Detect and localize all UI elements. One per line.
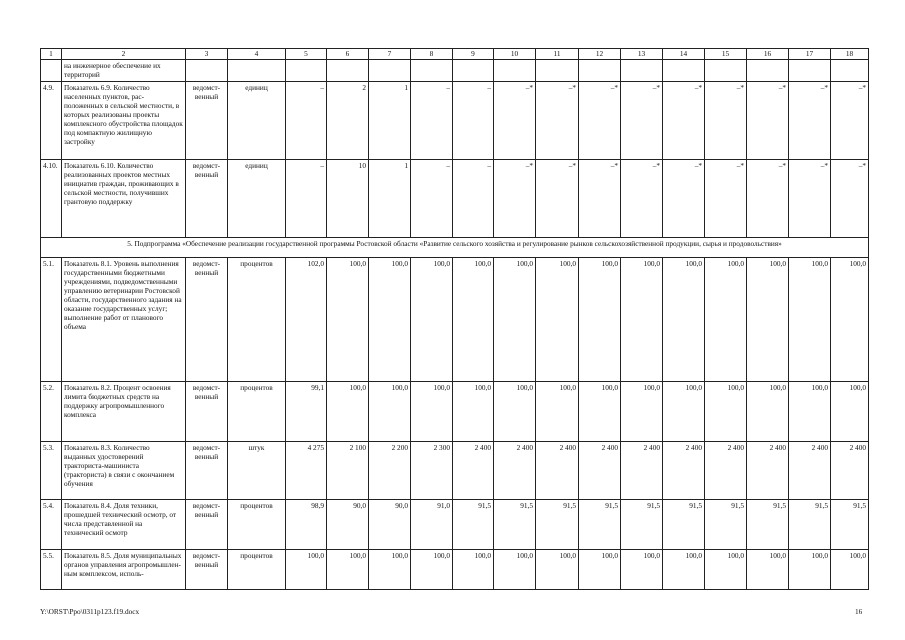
indicator-name-cell: Показатель 6.9. Количество населенных пунктов, рас-положенных в сельской местности, в которых реализованы проекты комплексного обустройства площадок под компактную жилищную застройку: [62, 82, 186, 160]
value-cell: 100,0: [621, 550, 663, 590]
value-cell: 2 400: [747, 442, 789, 500]
value-cell: 100,0: [831, 382, 869, 442]
value-cell: –: [286, 160, 327, 238]
value-cell: [705, 60, 747, 82]
header-cell: 6: [327, 49, 369, 60]
value-cell: –*: [663, 160, 705, 238]
value-cell: 2 400: [453, 442, 494, 500]
value-cell: 100,0: [789, 382, 831, 442]
value-cell: –*: [831, 82, 869, 160]
value-cell: –: [411, 160, 453, 238]
indicator-type-cell: ведомст-венный: [186, 442, 228, 500]
value-cell: 91,0: [411, 500, 453, 550]
indicators-table: [40, 48, 869, 590]
value-cell: –*: [705, 160, 747, 238]
header-cell: 17: [789, 49, 831, 60]
value-cell: 2 400: [579, 442, 621, 500]
section-row: [41, 238, 869, 258]
row-number-cell: 5.4.: [41, 500, 62, 550]
value-cell: [831, 60, 869, 82]
value-cell: [453, 60, 494, 82]
row-number-cell: 4.9.: [41, 82, 62, 160]
value-cell: 4 275: [286, 442, 327, 500]
file-path: Y:\ORST\Ppo\0311p123.f19.docx: [40, 607, 140, 616]
value-cell: –*: [579, 82, 621, 160]
unit-cell: [228, 60, 286, 82]
header-cell: 9: [453, 49, 494, 60]
indicator-type-cell: ведомст-венный: [186, 500, 228, 550]
value-cell: [327, 60, 369, 82]
value-cell: –*: [536, 160, 579, 238]
value-cell: 2 400: [536, 442, 579, 500]
value-cell: 100,0: [621, 258, 663, 382]
indicator-name-cell: на инженерное обеспечение их территорий: [62, 60, 186, 82]
value-cell: 100,0: [411, 550, 453, 590]
value-cell: –*: [747, 160, 789, 238]
value-cell: 91,5: [579, 500, 621, 550]
value-cell: 100,0: [453, 382, 494, 442]
value-cell: 91,5: [705, 500, 747, 550]
value-cell: 91,5: [621, 500, 663, 550]
value-cell: –*: [789, 82, 831, 160]
row-number-cell: 5.1.: [41, 258, 62, 382]
row-number-cell: 5.3.: [41, 442, 62, 500]
value-cell: –*: [831, 160, 869, 238]
value-cell: 2 300: [411, 442, 453, 500]
header-cell: 1: [41, 49, 62, 60]
table-row: [41, 382, 869, 442]
indicator-name-cell: Показатель 8.1. Уровень выполнения государственными бюджетными учреждениями, подведомственными управлению ветеринарии Ростовской области, государственного задания на оказание государственных услуг; выполнение работ от планового объема: [62, 258, 186, 382]
page-number: 16: [855, 607, 863, 616]
indicator-type-cell: ведомст-венный: [186, 550, 228, 590]
value-cell: 99,1: [286, 382, 327, 442]
value-cell: 102,0: [286, 258, 327, 382]
value-cell: 2 400: [705, 442, 747, 500]
value-cell: 100,0: [494, 550, 536, 590]
indicator-name-cell: Показатель 8.4. Доля техники, прошедшей технический осмотр, от числа представленной на технический осмотр: [62, 500, 186, 550]
value-cell: 100,0: [453, 258, 494, 382]
value-cell: 2: [327, 82, 369, 160]
indicator-type-cell: ведомст-венный: [186, 258, 228, 382]
value-cell: 91,5: [831, 500, 869, 550]
value-cell: 91,5: [453, 500, 494, 550]
table-row: [41, 550, 869, 590]
unit-cell: штук: [228, 442, 286, 500]
value-cell: 100,0: [327, 382, 369, 442]
value-cell: 2 100: [327, 442, 369, 500]
value-cell: 100,0: [831, 258, 869, 382]
value-cell: 91,5: [494, 500, 536, 550]
value-cell: 100,0: [579, 258, 621, 382]
indicator-type-cell: ведомст-венный: [186, 382, 228, 442]
value-cell: 1: [369, 82, 411, 160]
value-cell: 2 400: [789, 442, 831, 500]
unit-cell: единиц: [228, 82, 286, 160]
value-cell: [621, 60, 663, 82]
section-title: 5. Подпрограмма «Обеспечение реализации государственной программы Ростовской области «Развитие сельского хозяйства и регулирование рынков сельскохозяйственной продукции, сырья и продовольствия»: [41, 238, 869, 258]
value-cell: 100,0: [327, 258, 369, 382]
header-cell: 10: [494, 49, 536, 60]
value-cell: 100,0: [789, 550, 831, 590]
value-cell: [579, 60, 621, 82]
indicator-name-cell: Показатель 8.3. Количество выданных удостоверений тракториста-машиниста (тракториста) в связи с окончанием обучения: [62, 442, 186, 500]
value-cell: 1: [369, 160, 411, 238]
table-row: [41, 160, 869, 238]
value-cell: [789, 60, 831, 82]
header-row: [41, 49, 869, 60]
header-cell: 13: [621, 49, 663, 60]
header-cell: 11: [536, 49, 579, 60]
value-cell: 91,5: [747, 500, 789, 550]
header-cell: 12: [579, 49, 621, 60]
value-cell: –: [411, 82, 453, 160]
value-cell: –: [286, 82, 327, 160]
value-cell: 100,0: [411, 382, 453, 442]
unit-cell: единиц: [228, 160, 286, 238]
indicator-name-cell: Показатель 8.5. Доля муниципальных органов управления агропромышлен-ным комплексом, исполь-: [62, 550, 186, 590]
value-cell: 100,0: [705, 382, 747, 442]
value-cell: 100,0: [663, 382, 705, 442]
header-cell: 14: [663, 49, 705, 60]
value-cell: 100,0: [579, 550, 621, 590]
value-cell: [747, 60, 789, 82]
value-cell: 2 400: [831, 442, 869, 500]
value-cell: 100,0: [747, 382, 789, 442]
indicator-name-cell: Показатель 8.2. Процент освоения лимита бюджетных средств на поддержку агропромышленного комплекса: [62, 382, 186, 442]
value-cell: 100,0: [579, 382, 621, 442]
value-cell: 100,0: [831, 550, 869, 590]
value-cell: 100,0: [494, 258, 536, 382]
value-cell: 100,0: [705, 550, 747, 590]
header-cell: 15: [705, 49, 747, 60]
value-cell: –*: [705, 82, 747, 160]
value-cell: –*: [536, 82, 579, 160]
value-cell: –*: [494, 160, 536, 238]
header-cell: 5: [286, 49, 327, 60]
value-cell: [494, 60, 536, 82]
value-cell: 2 400: [494, 442, 536, 500]
value-cell: 100,0: [789, 258, 831, 382]
value-cell: 100,0: [327, 550, 369, 590]
value-cell: 2 200: [369, 442, 411, 500]
value-cell: 91,5: [663, 500, 705, 550]
value-cell: 2 400: [663, 442, 705, 500]
value-cell: 90,0: [369, 500, 411, 550]
value-cell: 91,5: [536, 500, 579, 550]
header-cell: 18: [831, 49, 869, 60]
value-cell: 100,0: [453, 550, 494, 590]
value-cell: 100,0: [494, 382, 536, 442]
value-cell: 100,0: [536, 550, 579, 590]
value-cell: –*: [621, 160, 663, 238]
value-cell: 100,0: [705, 258, 747, 382]
row-number-cell: 5.5.: [41, 550, 62, 590]
value-cell: –*: [494, 82, 536, 160]
table-row: [41, 258, 869, 382]
unit-cell: процентов: [228, 382, 286, 442]
value-cell: [663, 60, 705, 82]
value-cell: 100,0: [747, 258, 789, 382]
value-cell: 100,0: [369, 258, 411, 382]
value-cell: 10: [327, 160, 369, 238]
value-cell: 100,0: [286, 550, 327, 590]
value-cell: 98,9: [286, 500, 327, 550]
table-row: [41, 82, 869, 160]
value-cell: –*: [663, 82, 705, 160]
indicator-type-cell: ведомст-венный: [186, 82, 228, 160]
table-row: [41, 500, 869, 550]
value-cell: 91,5: [789, 500, 831, 550]
value-cell: 100,0: [663, 258, 705, 382]
value-cell: –*: [621, 82, 663, 160]
row-number-cell: 5.2.: [41, 382, 62, 442]
value-cell: 100,0: [536, 382, 579, 442]
header-cell: 7: [369, 49, 411, 60]
value-cell: 100,0: [411, 258, 453, 382]
header-cell: 8: [411, 49, 453, 60]
value-cell: [286, 60, 327, 82]
indicator-name-cell: Показатель 6.10. Количество реализованных проектов местных инициатив граждан, проживающих в сельской местности, получивших грантовую поддержку: [62, 160, 186, 238]
value-cell: 100,0: [747, 550, 789, 590]
indicator-type-cell: ведомст-венный: [186, 160, 228, 238]
value-cell: [369, 60, 411, 82]
value-cell: 2 400: [621, 442, 663, 500]
row-number-cell: [41, 60, 62, 82]
unit-cell: процентов: [228, 258, 286, 382]
value-cell: 100,0: [369, 382, 411, 442]
header-cell: 3: [186, 49, 228, 60]
value-cell: –: [453, 82, 494, 160]
value-cell: 100,0: [663, 550, 705, 590]
value-cell: –: [453, 160, 494, 238]
value-cell: 100,0: [536, 258, 579, 382]
value-cell: –*: [789, 160, 831, 238]
value-cell: –*: [579, 160, 621, 238]
value-cell: 90,0: [327, 500, 369, 550]
value-cell: 100,0: [369, 550, 411, 590]
header-cell: 4: [228, 49, 286, 60]
value-cell: [536, 60, 579, 82]
value-cell: 100,0: [621, 382, 663, 442]
table-row: [41, 60, 869, 82]
value-cell: [411, 60, 453, 82]
unit-cell: процентов: [228, 500, 286, 550]
value-cell: –*: [747, 82, 789, 160]
table-row: [41, 442, 869, 500]
indicator-type-cell: [186, 60, 228, 82]
row-number-cell: 4.10.: [41, 160, 62, 238]
unit-cell: процентов: [228, 550, 286, 590]
header-cell: 16: [747, 49, 789, 60]
header-cell: 2: [62, 49, 186, 60]
